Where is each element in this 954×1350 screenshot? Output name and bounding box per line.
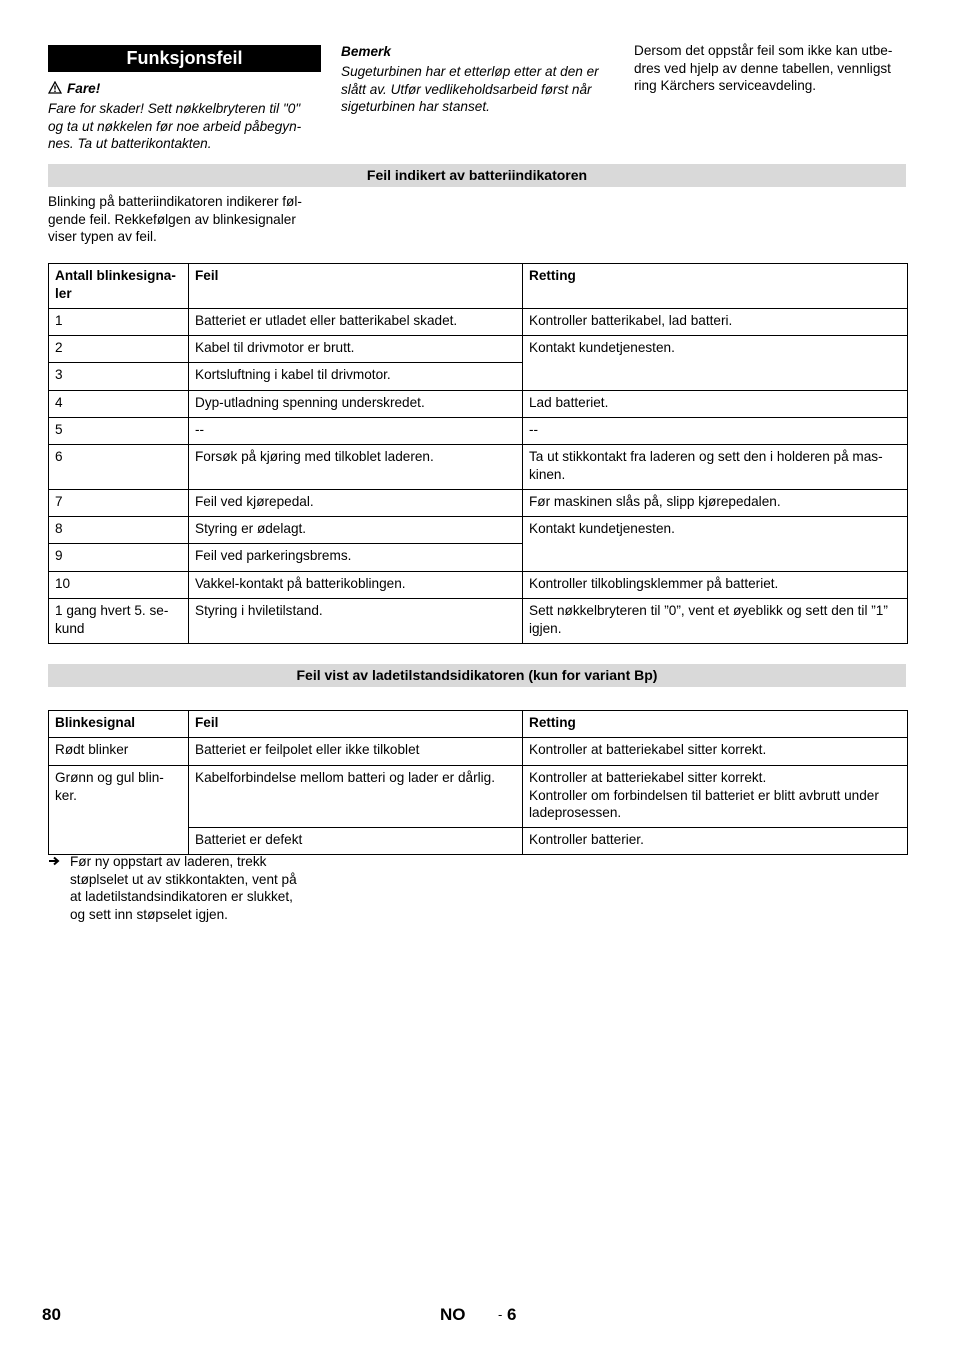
cell-signal: Rødt blinker (49, 738, 189, 766)
cell-fix: Kontakt kundetjenesten. (523, 336, 908, 391)
table-row (49, 391, 908, 418)
cell-fix: Kontroller tilkoblingsklemmer på batteriet. (523, 572, 908, 599)
fix-line: Kontroller at batteriekabel sitter korrekt. (529, 770, 767, 785)
cell-fix: Kontroller batterikabel, lad batteri. (523, 309, 908, 336)
note-line: sigeturbinen har stanset. (341, 99, 490, 114)
intro-line: Blinking på batteriindikatoren indikerer føl- (48, 194, 302, 209)
note-text (341, 63, 621, 116)
cell-fault: Batteriet er utladet eller batterikabel skadet. (189, 309, 523, 336)
cell-fix: Før maskinen slås på, slipp kjørepedalen. (523, 490, 908, 517)
table-row (49, 766, 908, 828)
cell-fault: Styring i hviletilstand. (189, 599, 523, 644)
note-line: Sugeturbinen har et etterløp etter at den er (341, 64, 599, 79)
intro-line: viser typen av feil. (48, 229, 157, 244)
service-line: Dersom det oppstår feil som ikke kan utbe- (634, 43, 893, 58)
note-line: og sett inn støpselet igjen. (70, 906, 228, 922)
note-line: støplselet ut av stikkontakten, vent på (70, 871, 297, 887)
service-line: ring Kärchers serviceavdeling. (634, 78, 817, 93)
cell-fault: Kabel til drivmotor er brutt. (189, 336, 523, 363)
warning-text (48, 100, 328, 153)
table-row (49, 418, 908, 445)
cell-count: 10 (49, 572, 189, 599)
header-fix: Retting (523, 711, 908, 738)
table-header-row (49, 264, 908, 309)
cell-count: 1 gang hvert 5. se-kund (49, 599, 189, 644)
cell-signal: Grønn og gul blin-ker. (49, 766, 189, 855)
cell-count: 9 (49, 544, 189, 572)
cell-count: 5 (49, 418, 189, 445)
table-row (49, 738, 908, 766)
cell-fault: Feil ved parkeringsbrems. (189, 544, 523, 572)
warning-line: nes. Ta ut batterikontakten. (48, 136, 212, 151)
cell-fault: Batteriet er defekt (189, 828, 523, 855)
cell-count: 2 (49, 336, 189, 363)
note-line: slått av. Utfør vedlikeholdsarbeid først når (341, 81, 592, 97)
footer-separator: - (498, 1307, 503, 1322)
header-fault: Feil (189, 264, 523, 309)
header-fix: Retting (523, 264, 908, 309)
table-header-row (49, 711, 908, 738)
cell-fix: Kontakt kundetjenesten. (523, 517, 908, 572)
table-row (49, 490, 908, 517)
cell-fault: -- (189, 418, 523, 445)
cell-count: 1 (49, 309, 189, 336)
header-count: Antall blinkesigna-ler (49, 264, 189, 309)
header-signal: Blinkesignal (49, 711, 189, 738)
table-row (49, 336, 908, 363)
warning-label: Fare! (67, 81, 101, 96)
cell-fix: Kontroller batterier. (523, 828, 908, 855)
cell-fix: Lad batteriet. (523, 391, 908, 418)
cell-fault: Kortsluftning i kabel til drivmotor. (189, 363, 523, 391)
cell-fault: Kabelforbindelse mellom batteri og lader er dårlig. (189, 766, 523, 828)
service-note (634, 42, 914, 95)
warning-heading (48, 80, 100, 98)
charger-restart-note (48, 853, 338, 923)
table-row (49, 445, 908, 490)
battery-fault-table (48, 263, 908, 644)
warning-triangle-icon (48, 81, 62, 94)
cell-count: 7 (49, 490, 189, 517)
charge-fault-table (48, 710, 908, 855)
note-line: at ladetilstandsindikatoren er slukket, (70, 889, 293, 904)
cell-count: 6 (49, 445, 189, 490)
cell-count: 3 (49, 363, 189, 391)
section-heading-battery-indicator: Feil indikert av batteriindikatoren (48, 164, 906, 187)
cell-fault: Vakkel-kontakt på batterikoblingen. (189, 572, 523, 599)
page-number: 80 (42, 1305, 61, 1324)
language-code: NO (440, 1305, 466, 1324)
cell-fix: Sett nøkkelbryteren til ”0”, vent et øyeblikk og sett den til ”1” igjen. (523, 599, 908, 644)
warning-line: Fare for skader! Sett nøkkelbryteren til "0" (48, 101, 301, 116)
cell-fix (523, 766, 908, 828)
sub-page-number: 6 (507, 1305, 517, 1324)
section-heading-charge-indicator: Feil vist av ladetilstandsidikatoren (kun for variant Bp) (48, 664, 906, 687)
cell-fault: Dyp-utladning spenning underskredet. (189, 391, 523, 418)
cell-count: 4 (49, 391, 189, 418)
section-title-funksjonsfeil: Funksjonsfeil (48, 45, 321, 72)
table-row (49, 309, 908, 336)
note-line: Før ny oppstart av laderen, trekk (70, 854, 267, 869)
cell-fault: Feil ved kjørepedal. (189, 490, 523, 517)
table-row (49, 599, 908, 644)
header-fault: Feil (189, 711, 523, 738)
fix-line: Kontroller om forbindelsen til batteriet er blitt avbrutt under ladeprosessen. (529, 787, 879, 820)
cell-count: 8 (49, 517, 189, 544)
warning-line: og ta ut nøkkelen før noe arbeid påbegyn- (48, 118, 302, 134)
cell-fault: Styring er ødelagt. (189, 517, 523, 544)
table-row (49, 517, 908, 544)
note-label: Bemerk (341, 44, 391, 59)
cell-fault: Batteriet er feilpolet eller ikke tilkoblet (189, 738, 523, 766)
battery-indicator-intro (48, 193, 328, 246)
cell-fix: Ta ut stikkontakt fra laderen og sett den i holderen på mas-kinen. (523, 445, 908, 490)
cell-fault: Forsøk på kjøring med tilkoblet laderen. (189, 445, 523, 490)
service-line: dres ved hjelp av denne tabellen, vennligst (634, 60, 891, 76)
table-row (49, 572, 908, 599)
arrow-right-icon (48, 853, 62, 923)
intro-line: gende feil. Rekkefølgen av blinkesignaler (48, 211, 296, 227)
cell-fix: Kontroller at batteriekabel sitter korrekt. (523, 738, 908, 766)
cell-fix: -- (523, 418, 908, 445)
